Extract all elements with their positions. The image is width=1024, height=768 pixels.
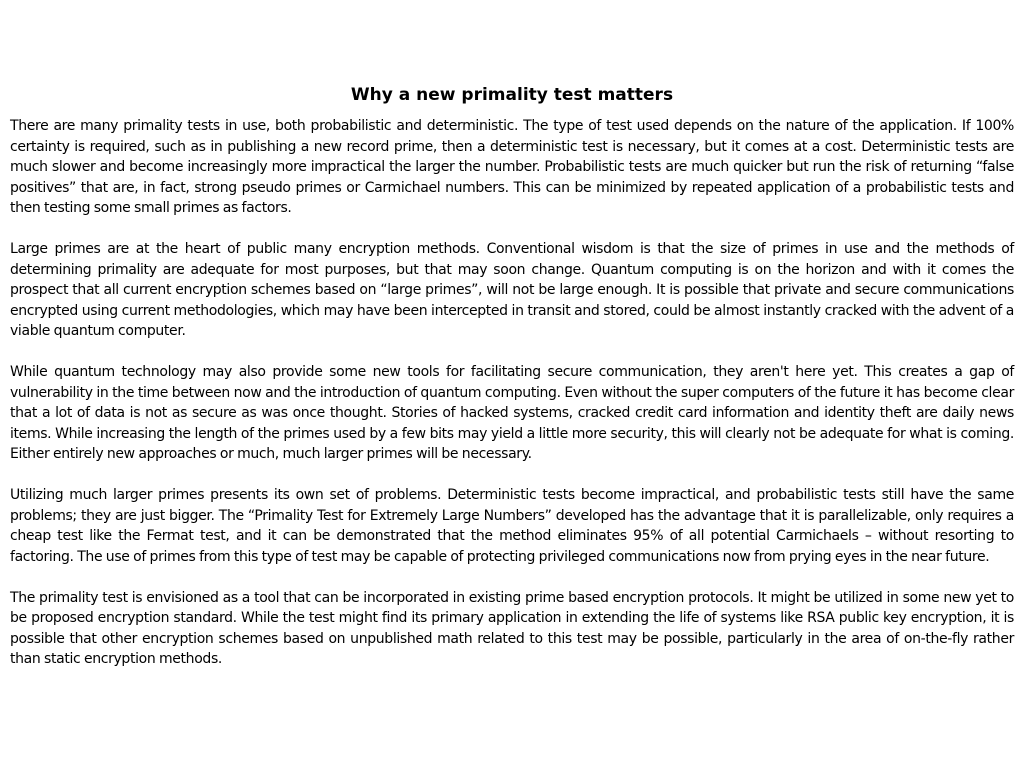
paragraph-3: While quantum technology may also provide some new tools for facilitating secure communication, they aren't here yet. This creates a gap of vulnerability in the time between now and the introduction of quantum computing. Even without the super computers of the future it has become clear that a lot of data is not as secure as was once thought. Stories of hacked systems, cracked credit card information and identity theft are daily news items. While increasing the length of the primes used by a few bits may yield a little more security, this will clearly not be adequate for what is coming. Either entirely new approaches or much, much larger primes will be necessary. [10,364,1014,462]
paragraph-1: There are many primality tests in use, both probabilistic and deterministic. The type of test used depends on the nature of the application. If 100% certainty is required, such as in publishing a new record prime, then a deterministic test is necessary, but it comes at a cost. Deterministic tests are much slower and become increasingly more impractical the larger the number. Probabilistic tests are much quicker but run the risk of returning “false positives” that are, in fact, strong pseudo primes or Carmichael numbers. This can be minimized by repeated application of a probabilistic tests and then testing some small primes as factors. [10,118,1014,216]
page-title: Why a new primality test matters [350,85,674,105]
paragraph-4: Utilizing much larger primes presents its own set of problems. Deterministic tests become impractical, and probabilistic tests still have the same problems; they are just bigger. The “Primality Test for Extremely Large Numbers” developed has the advantage that it is parallelizable, only requires a cheap test like the Fermat test, and it can be demonstrated that the method eliminates 95% of all potential Carmichaels – without resorting to factoring. The use of primes from this type of test may be capable of protecting privileged communications now from prying eyes in the near future. [10,487,1014,565]
document-page [10,84,1014,690]
paragraph-2: Large primes are at the heart of public many encryption methods. Conventional wisdom is that the size of primes in use and the methods of determining primality are adequate for most purposes, but that may soon change. Quantum computing is on the horizon and with it comes the prospect that all current encryption schemes based on “large primes”, will not be large enough. It is possible that private and secure communications encrypted using current methodologies, which may have been intercepted in transit and stored, could be almost instantly cracked with the advent of a viable quantum computer. [10,241,1014,339]
paragraph-5: The primality test is envisioned as a tool that can be incorporated in existing prime based encryption protocols. It might be utilized in some new yet to be proposed encryption standard. While the test might find its primary application in extending the life of systems like RSA public key encryption, it is possible that other encryption schemes based on unpublished math related to this test may be possible, particularly in the area of on-the-fly rather than static encryption methods. [10,589,1014,667]
